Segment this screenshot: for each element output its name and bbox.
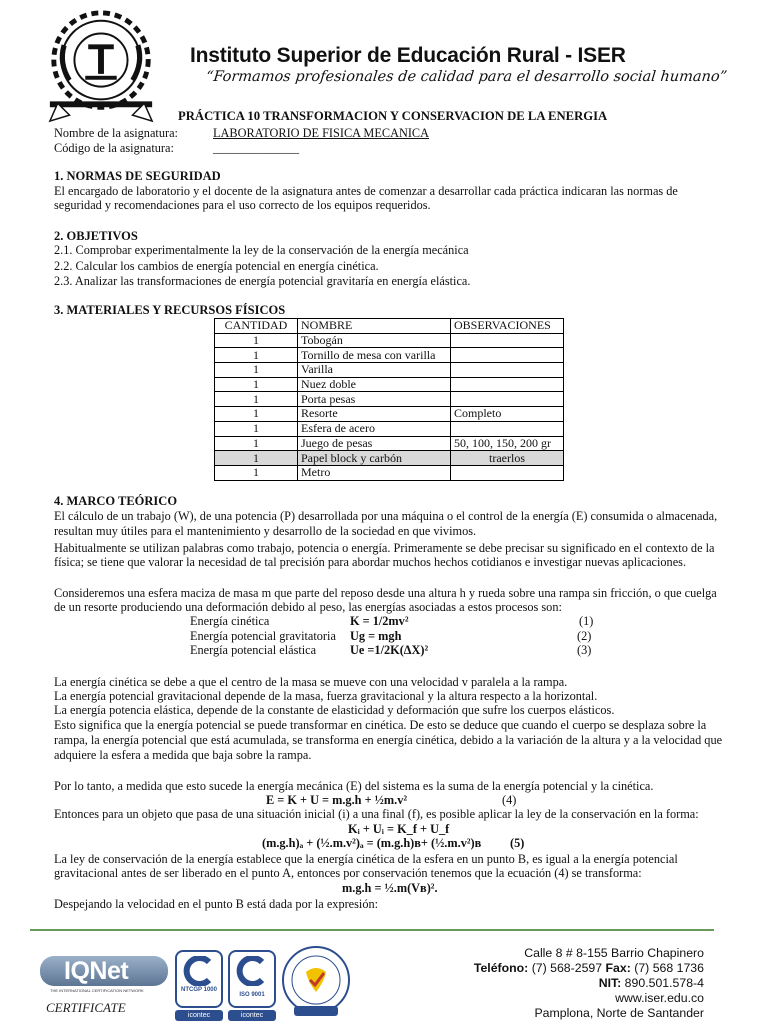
section-4-heading: 4. MARCO TEÓRICO (54, 494, 178, 508)
table-cell: Juego de pesas (298, 436, 451, 451)
footer-website: www.iser.edu.co (615, 991, 704, 1005)
equation-formula: m.g.h = ½.m(Vʙ)². (342, 881, 438, 895)
table-row (215, 465, 564, 480)
table-row (215, 451, 564, 466)
table-cell: Varilla (298, 363, 451, 378)
table-cell: traerlos (451, 451, 564, 466)
government-certification-seal-icon (280, 944, 352, 1024)
table-row (215, 333, 564, 348)
table-cell: Porta pesas (298, 392, 451, 407)
body-line: adquiere la esfera a medida que baja sobre la rampa. (54, 748, 312, 762)
body-line: de un resorte produciendo una deformación debido al peso, las energías asociadas a estos procesos son: (54, 600, 562, 614)
section-1-line: seguridad y recomendaciones para el uso correcto de los equipos requeridos. (54, 198, 431, 212)
table-header-row (215, 319, 564, 334)
body-line: La energía potencia elástica, depende de la constante de elasticidad y deformación que sufre los cuerpos elásticos. (54, 703, 615, 717)
table-row (215, 407, 564, 422)
equation-formula: E = K + U = m.g.h + ½m.v² (266, 793, 408, 807)
table-row (215, 436, 564, 451)
iqnet-certificate-logo (40, 952, 168, 1022)
column-header: NOMBRE (298, 319, 451, 334)
iqnet-brand: IQNet (64, 957, 129, 985)
objective-item: 2.3. Analizar las transformaciones de energía potencial gravitaría en energía elástica. (54, 274, 471, 288)
subject-code-label: Código de la asignatura: (54, 141, 174, 155)
body-line: La energía potencial gravitacional depende de la masa, fuerza gravitacional y la altura respecto a la horizontal. (54, 689, 598, 703)
body-line: La energía cinética se debe a que el centro de la masa se mueve con una velocidad v paralela a la rampa. (54, 675, 568, 689)
table-cell: Metro (298, 465, 451, 480)
materials-table (214, 318, 564, 481)
equation-number: (4) (502, 793, 517, 807)
phone-value: (7) 568-2597 (531, 961, 603, 975)
body-line: rampa, la energía potencial que está acumulada, se transforma en energía cinética, debido a la variación de la altura y a la velocidad que (54, 733, 723, 747)
body-line: gravitacional antes de ser liberado en el punto A, entonces por conservación tenemos que la ecuación (4) se transforma: (54, 866, 642, 880)
body-line: El cálculo de un trabajo (W), de una potencia (P) desarrollada por una máquina o el control de la energía (E) consumida o almacenada, (54, 509, 718, 523)
icontec-iso-logo (228, 950, 276, 1022)
equation-formula: Kᵢ + Uᵢ = K_f + U_f (348, 822, 450, 836)
body-line: Habitualmente se utilizan palabras como trabajo, potencia o energía. Primeramente se debe precisar su significado en el contexto de la (54, 541, 715, 555)
table-cell (451, 392, 564, 407)
fax-value: (7) 568 1736 (634, 961, 704, 975)
footer-phone-line (474, 961, 704, 977)
table-row (215, 377, 564, 392)
icontec-brand: icontec (175, 1010, 223, 1021)
equation-formula: Ug = mgh (350, 629, 402, 643)
equation-number: (5) (510, 836, 525, 850)
table-cell: Resorte (298, 407, 451, 422)
table-cell (451, 363, 564, 378)
icontec-cert-label: NTCGP 1000 (181, 987, 217, 993)
table-cell: Tobogán (298, 333, 451, 348)
table-cell: Completo (451, 407, 564, 422)
institution-motto: “Formamos profesionales de calidad para el desarrollo social humano” (205, 69, 728, 85)
institution-title: Instituto Superior de Educación Rural - ISER (190, 44, 626, 67)
body-line: Por lo tanto, a medida que esto sucede la energía mecánica (E) del sistema es la suma de la energía potencial y la cinética. (54, 779, 654, 793)
fax-label: Fax: (605, 961, 631, 975)
body-line: Entonces para un objeto que pasa de una situación inicial (i) a una final (f), es posible aplicar la ley de la conservación en la forma: (54, 807, 699, 821)
column-header: CANTIDAD (215, 319, 298, 334)
iser-logo-icon (42, 4, 160, 124)
table-cell: 1 (215, 392, 298, 407)
iqnet-subtitle: THE INTERNATIONAL CERTIFICATION NETWORK (50, 988, 144, 993)
body-line: física; se tiene que valorar la necesidad de tal precisión para abordar muchos hechos cotidianos e investigar nuevas aplicaciones. (54, 555, 687, 569)
table-cell: 1 (215, 421, 298, 436)
subject-name-label: Nombre de la asignatura: (54, 126, 178, 140)
equation-label: Energía potencial gravitatoria (190, 629, 336, 643)
table-cell (451, 465, 564, 480)
icontec-brand: icontec (228, 1010, 276, 1021)
table-cell: Tornillo de mesa con varilla (298, 348, 451, 363)
footer-nit-line (599, 976, 704, 992)
table-cell: Nuez doble (298, 377, 451, 392)
footer-city: Pamplona, Norte de Santander (534, 1006, 704, 1020)
section-1-line: El encargado de laboratorio y el docente de la asignatura antes de comenzar a desarrollar cada práctica indicaran las normas de (54, 184, 678, 198)
section-1-heading: 1. NORMAS DE SEGURIDAD (54, 169, 221, 183)
table-cell: Papel block y carbón (298, 451, 451, 466)
table-cell: 50, 100, 150, 200 gr (451, 436, 564, 451)
table-cell: 1 (215, 436, 298, 451)
table-cell: 1 (215, 333, 298, 348)
equation-number: (3) (577, 643, 592, 657)
table-cell (451, 333, 564, 348)
table-row (215, 421, 564, 436)
table-cell (451, 377, 564, 392)
column-header: OBSERVACIONES (451, 319, 564, 334)
iqnet-badge (40, 956, 168, 986)
iqnet-certificate-text: CERTIFICATE (46, 1000, 126, 1015)
equation-number: (2) (577, 629, 592, 643)
subject-name-value: LABORATORIO DE FISICA MECANICA (213, 126, 430, 140)
table-cell: 1 (215, 363, 298, 378)
footer-divider (30, 929, 714, 931)
icontec-ntcgp-logo (175, 950, 223, 1022)
objective-item: 2.2. Calcular los cambios de energía potencial en energía cinética. (54, 259, 379, 273)
table-cell: 1 (215, 465, 298, 480)
nit-label: NIT: (598, 976, 622, 990)
body-line: Despejando la velocidad en el punto B está dada por la expresión: (54, 897, 379, 911)
table-cell (451, 421, 564, 436)
body-line: La ley de conservación de la energía establece que la energía cinética de la esfera en un punto B, es igual a la energía potencial (54, 852, 678, 866)
section-2-heading: 2. OBJETIVOS (54, 229, 138, 243)
table-cell (451, 348, 564, 363)
equation-formula: Ue =1/2K(ΔX)² (350, 643, 429, 657)
phone-label: Teléfono: (473, 961, 529, 975)
nit-value: 890.501.578-4 (624, 976, 704, 990)
equation-label: Energía potencial elástica (190, 643, 317, 657)
equation-number: (1) (579, 614, 594, 628)
table-cell: 1 (215, 451, 298, 466)
table-row (215, 363, 564, 378)
body-line: Consideremos una esfera maciza de masa m que parte del reposo desde una altura h y rueda sobre una rampa sin fricción, o que cuelga (54, 586, 717, 600)
body-line: resultan muy útiles para el mantenimiento y desarrollo de la sociedad en que vivimos. (54, 524, 477, 538)
section-3-heading: 3. MATERIALES Y RECURSOS FÍSICOS (54, 303, 286, 317)
table-cell: 1 (215, 377, 298, 392)
icontec-c-icon (236, 956, 268, 986)
practice-title: PRÁCTICA 10 TRANSFORMACION Y CONSERVACION DE LA ENERGIA (178, 109, 608, 123)
body-line: Esto significa que la energía potencial se puede transformar en cinética. De esto se deduce que cuando el cuerpo se desplaza sobre la (54, 718, 707, 732)
equation-formula: (m.g.h)ₐ + (½.m.v²)ₐ = (m.g.h)ʙ+ (½.m.v²)ʙ (262, 836, 482, 850)
objective-item: 2.1. Comprobar experimentalmente la ley de la conservación de la energía mecánica (54, 243, 469, 257)
footer-address: Calle 8 # 8-155 Barrio Chapinero (524, 946, 704, 960)
icontec-cert-label: ISO 9001 (239, 992, 265, 998)
equation-label: Energía cinética (190, 614, 270, 628)
table-row (215, 392, 564, 407)
table-row (215, 348, 564, 363)
table-cell: Esfera de acero (298, 421, 451, 436)
subject-code-value: ______________ (213, 141, 300, 155)
table-cell: 1 (215, 407, 298, 422)
icontec-c-icon (183, 956, 215, 986)
table-cell: 1 (215, 348, 298, 363)
equation-formula: K = 1/2mv² (350, 614, 409, 628)
